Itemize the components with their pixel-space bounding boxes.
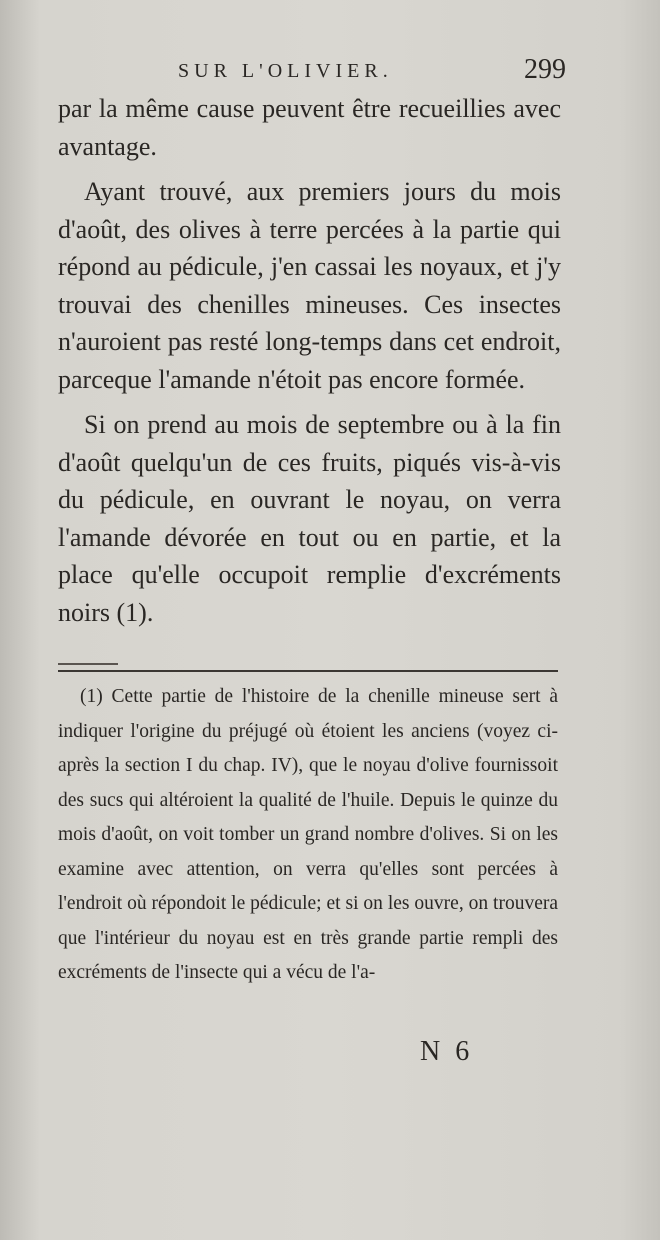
running-title: SUR L'OLIVIER. bbox=[178, 60, 393, 82]
footnote: (1) Cette partie de l'histoire de la chenille mineuse sert à indiquer l'origine du préjugé où étoient les anciens (voyez ci-après la section I du chap. IV), que le noyau d'olive fournissoit des sucs qui altéroient la qualité de l'huile. Depuis le quinze du mois d'août, on voit tomber un grand nombre d'olives. Si on les examine avec attention, on verra qu'elles sont percées à l'endroit où répondoit le pédicule; et si on les ouvre, on trouvera que l'intérieur du noyau est en très grande partie rempli des excréments de l'insecte qui a vécu de l'a- bbox=[58, 686, 558, 983]
footnote-rule bbox=[58, 670, 558, 672]
paragraph-olives-found: Ayant trouvé, aux premiers jours du mois d'août, des olives à terre percées à la partie qui répond au pédicule, j'en cassai les noyaux, et j'y trouvai des chenilles mineuses. Ces insectes n'auroient pas resté long-temps dans cet endroit, parceque l'amande n'étoit pas encore formée. bbox=[58, 177, 561, 394]
body-text bbox=[58, 90, 561, 631]
paragraph-continuation: par la même cause peuvent être recueillies avec avantage. bbox=[58, 94, 561, 161]
paragraph-september: Si on prend au mois de septembre ou à la fin d'août quelqu'un de ces fruits, piqués vis-à-vis du pédicule, en ouvrant le noyau, on verra l'amande dévorée en tout ou en partie, et la place qu'elle occupoit remplie d'excréments noirs (1). bbox=[58, 410, 561, 627]
page-number: 299 bbox=[524, 54, 566, 85]
signature-mark: N 6 bbox=[420, 1036, 474, 1067]
running-head bbox=[58, 52, 566, 92]
